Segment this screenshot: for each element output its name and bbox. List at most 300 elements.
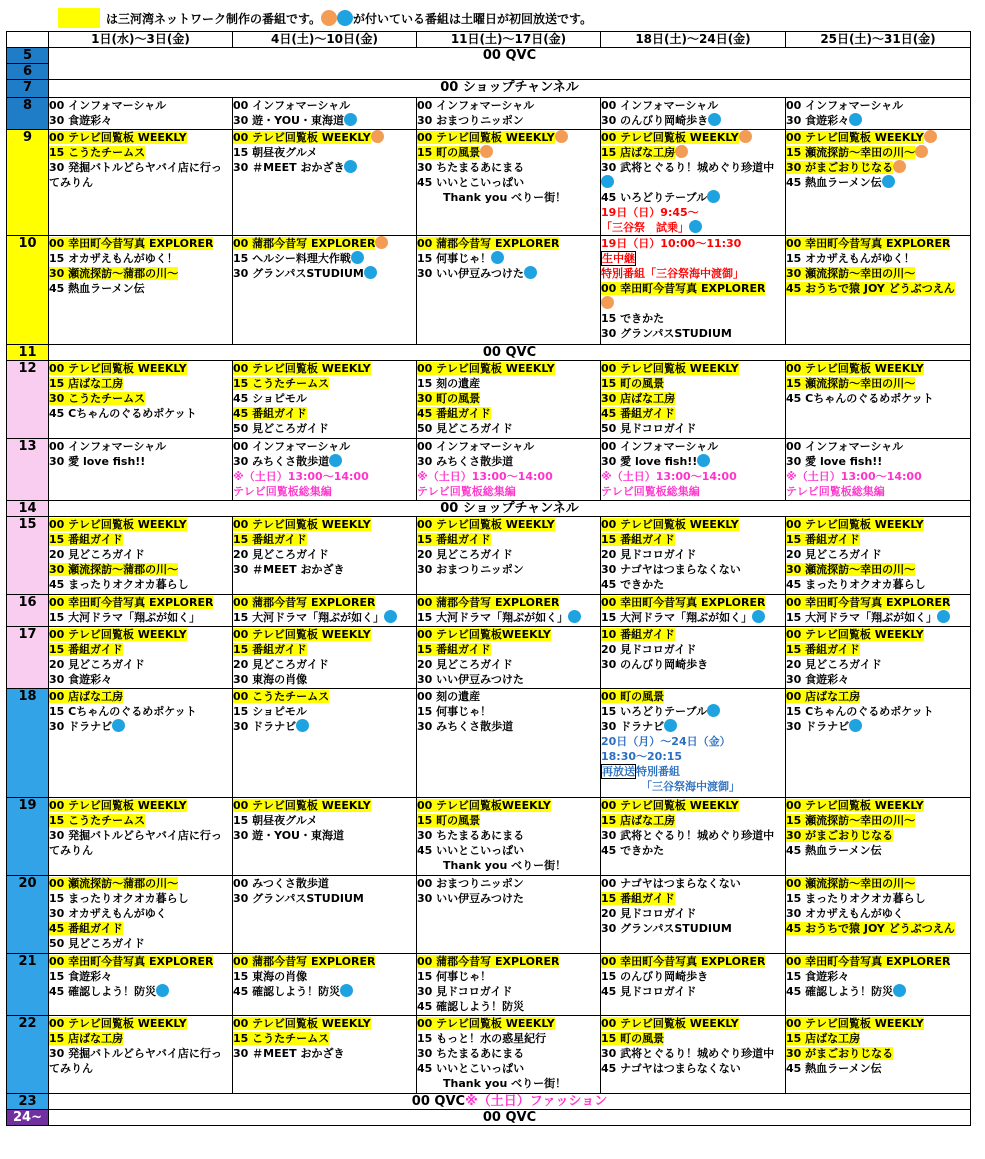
- program-entry: 00 テレビ回覧板 WEEKLY: [786, 799, 924, 812]
- program-entry: 15 番組ガイド: [786, 533, 860, 546]
- blue-dot-icon: [296, 719, 309, 732]
- program-cell: [601, 130, 786, 236]
- program-entry: 00 テレビ回覧板 WEEKLY: [233, 362, 371, 375]
- program-entry: 30 東海の肖像: [233, 673, 308, 686]
- hour-label: 6: [7, 64, 49, 80]
- program-cell: [601, 439, 786, 501]
- program-entry: 30 武将とぐるり！城めぐり珍道中: [601, 161, 775, 174]
- column-header: 1日(水)～3日(金): [49, 32, 233, 48]
- program-entry: 15 番組ガイド: [786, 643, 860, 656]
- program-title: 30 のんびり岡崎歩き: [601, 114, 709, 127]
- program-entry: 00 テレビ回覧板 WEEKLY: [601, 799, 739, 812]
- program-entry: 15 こうたチームス: [233, 1032, 330, 1045]
- program-entry: 00 テレビ回覧板 WEEKLY: [233, 628, 371, 641]
- program-entry: 00 瀬流探訪～幸田の川～: [786, 877, 916, 890]
- program-entry: 15 のんびり岡崎歩き: [601, 970, 709, 983]
- program-entry: 15 番組ガイド: [233, 533, 307, 546]
- weekend-note: ※（土日）13:00～14:00: [417, 470, 553, 483]
- program-entry: 15 店ばな工房: [601, 814, 676, 827]
- program-entry: 30 オカザえもんがゆく: [49, 907, 167, 920]
- blue-dot-icon: [849, 719, 862, 732]
- program-entry: 20 見ドコロガイド: [601, 643, 697, 656]
- program-entry: 15 店ばな工房: [601, 146, 676, 159]
- program-cell: [786, 517, 971, 595]
- program-entry: 00 テレビ回覧板 WEEKLY: [233, 131, 371, 144]
- rerun-note: 「三谷祭海中渡御」: [641, 780, 740, 793]
- weekend-note: ※（土日）13:00～14:00: [601, 470, 737, 483]
- program-cell: [49, 361, 233, 439]
- program-cell: [49, 954, 233, 1016]
- program-cell: [233, 798, 417, 876]
- weekend-note: テレビ回覧板総集編: [417, 485, 516, 498]
- program-entry: 45 できかた: [601, 578, 665, 591]
- program-entry: 45 熱血ラーメン伝: [49, 282, 145, 295]
- orange-dot-icon: [555, 130, 568, 143]
- program-cell: [601, 954, 786, 1016]
- program-entry: 45 いいとこいっぱい: [417, 1062, 525, 1075]
- program-cell: [601, 517, 786, 595]
- program-entry: 30 遊・YOU・東海道: [233, 829, 344, 842]
- program-entry: 00 テレビ回覧板 WEEKLY: [601, 362, 739, 375]
- program-entry: 30 ドラナビ: [233, 720, 297, 733]
- qvc-span: [49, 1094, 971, 1110]
- program-entry: 00 インフォマーシャル: [233, 440, 351, 453]
- program-entry: 00 テレビ回覧板WEEKLY: [417, 799, 551, 812]
- special-note: 特別番組「三谷祭海中渡御」: [601, 267, 744, 280]
- program-entry: 00 テレビ回覧板 WEEKLY: [786, 518, 924, 531]
- program-entry: 30 見ドコロガイド: [417, 985, 513, 998]
- program-entry: 00 インフォマーシャル: [601, 99, 719, 112]
- program-entry: 00 テレビ回覧板 WEEKLY: [786, 131, 924, 144]
- program-cell: [601, 1016, 786, 1094]
- program-entry: 20 見どころガイド: [233, 658, 329, 671]
- program-cell: [786, 361, 971, 439]
- program-entry: 00 テレビ回覧板 WEEKLY: [417, 131, 555, 144]
- hour-label: 5: [7, 48, 49, 64]
- program-entry: 30 食遊彩々: [786, 673, 850, 686]
- blue-dot-icon: [329, 454, 342, 467]
- legend-highlight-swatch: [58, 8, 100, 28]
- orange-dot-icon: [924, 130, 937, 143]
- header-row: [7, 32, 971, 48]
- program-entry: 00 幸田町今昔写真 EXPLORER: [786, 237, 951, 250]
- program-entry: 45 できかた: [601, 844, 665, 857]
- program-entry: 00 テレビ回覧板 WEEKLY: [786, 628, 924, 641]
- orange-dot-icon: [375, 236, 388, 249]
- program-entry: 45 番組ガイド: [601, 407, 675, 420]
- program-entry: 20 見どころガイド: [786, 658, 882, 671]
- program-entry: 45 確認しよう！防災: [786, 985, 894, 998]
- blue-dot-icon: [344, 160, 357, 173]
- program-cell: [233, 98, 417, 130]
- program-entry: 00 幸田町今昔写真 EXPLORER: [601, 282, 766, 295]
- program-cell: [601, 627, 786, 689]
- program-cell: [417, 798, 601, 876]
- column-header: 11日(土)～17日(金): [417, 32, 601, 48]
- program-cell: [49, 236, 233, 345]
- hour-label: 7: [7, 80, 49, 98]
- program-entry: 15 オカザえもんがゆく！: [49, 252, 178, 265]
- program-cell: [417, 236, 601, 345]
- program-cell: [786, 627, 971, 689]
- program-entry: 00 テレビ回覧板 WEEKLY: [417, 362, 555, 375]
- program-entry: 15 瀬流探訪～幸田の川～: [786, 377, 916, 390]
- hour-label: 14: [7, 501, 49, 517]
- program-entry: 00 おまつりニッポン: [417, 877, 524, 890]
- program-cell: [786, 439, 971, 501]
- program-entry: 15 番組ガイド: [417, 643, 491, 656]
- program-entry: 45 番組ガイド: [417, 407, 491, 420]
- program-entry: 00 インフォマーシャル: [233, 99, 351, 112]
- program-entry: 15 町の風景: [601, 377, 665, 390]
- program-cell: [417, 517, 601, 595]
- program-entry: 20 見どころガイド: [49, 658, 145, 671]
- program-cell: [49, 130, 233, 236]
- program-entry: 45 おうちで猿 JOY どうぶつえん: [786, 282, 955, 295]
- program-entry: 50 見どころガイド: [49, 937, 145, 950]
- program-entry: 00 インフォマーシャル: [417, 440, 535, 453]
- weekend-note: テレビ回覧板総集編: [233, 485, 332, 498]
- program-entry: 00 テレビ回覧板 WEEKLY: [601, 1017, 739, 1030]
- program-entry: 00 蒲郡今昔写 EXPLORER: [233, 596, 376, 609]
- shop-channel-span: 00 ショップチャンネル: [49, 80, 971, 98]
- hour-label: 11: [7, 345, 49, 361]
- program-cell: [417, 130, 601, 236]
- program-entry: 15 町の風景: [417, 814, 481, 827]
- qvc-span: 00 QVC: [49, 48, 971, 80]
- program-entry: 00 テレビ回覧板 WEEKLY: [49, 518, 187, 531]
- program-cell: [233, 130, 417, 236]
- program-entry: 30 町の風景: [417, 392, 481, 405]
- program-cell: [49, 798, 233, 876]
- legend-text-2: が付いている番組は土曜日が初回放送です。: [353, 11, 593, 26]
- program-cell: [786, 689, 971, 798]
- program-entry: 50 見ドコロガイド: [601, 422, 697, 435]
- program-entry: 00 インフォマーシャル: [786, 99, 904, 112]
- program-title: 30 遊・YOU・東海道: [233, 114, 344, 127]
- program-entry: 15 大河ドラマ「翔ぶが如く」: [49, 611, 201, 624]
- program-cell: [786, 98, 971, 130]
- program-entry: 15 オカザえもんがゆく！: [786, 252, 915, 265]
- program-entry: 20 見どころガイド: [786, 548, 882, 561]
- program-cell: [786, 876, 971, 954]
- program-entry: 15 朝昼夜グルメ: [233, 814, 318, 827]
- special-note: 「三谷祭 試乗」: [601, 221, 689, 234]
- program-entry: 45 いいとこいっぱい: [417, 844, 525, 857]
- blue-dot-icon: [689, 220, 702, 233]
- program-cell: [786, 236, 971, 345]
- program-entry: 00 蒲郡今昔写 EXPLORER: [233, 237, 376, 250]
- program-entry: 00 テレビ回覧板 WEEKLY: [601, 518, 739, 531]
- program-entry: 00 蒲郡今昔写 EXPLORER: [417, 955, 560, 968]
- program-cell: [601, 361, 786, 439]
- weekend-fashion-note: ※（土日）ファッション: [465, 1094, 608, 1109]
- program-entry: 00 ナゴヤはつまらなくない: [601, 877, 741, 890]
- program-entry: 45 見ドコロガイド: [601, 985, 697, 998]
- hour-label: 12: [7, 361, 49, 439]
- program-entry: 00 幸田町今昔写真 EXPLORER: [786, 955, 951, 968]
- program-entry: 00 テレビ回覧板 WEEKLY: [786, 362, 924, 375]
- orange-dot-icon: [371, 130, 384, 143]
- program-cell: [601, 236, 786, 345]
- program-entry: 15 町の風景: [417, 146, 481, 159]
- hour-label: 13: [7, 439, 49, 501]
- program-entry: 45 Cちゃんのぐるめポケット: [49, 407, 197, 420]
- legend-text-1: は三河湾ネットワーク制作の番組です。: [106, 11, 322, 26]
- program-entry: 00 テレビ回覧板 WEEKLY: [601, 131, 739, 144]
- program-entry: 15 番組ガイド: [233, 643, 307, 656]
- weekend-note: テレビ回覧板総集編: [786, 485, 885, 498]
- program-entry: 30 がまごおりじなる: [786, 1047, 894, 1060]
- program-entry: 45 まったりオクオカ暮らし: [49, 578, 189, 591]
- program-entry: 00 テレビ回覧板 WEEKLY: [417, 518, 555, 531]
- program-entry: 50 見どころガイド: [417, 422, 513, 435]
- qvc-label: 00 QVC: [411, 1094, 466, 1109]
- hour-label: 8: [7, 98, 49, 130]
- program-entry: 20 見どころガイド: [417, 548, 513, 561]
- program-entry: 30 愛 love fish!!: [601, 455, 698, 468]
- program-entry: 30 みちくさ散歩道: [417, 720, 514, 733]
- program-cell: [786, 1016, 971, 1094]
- blue-dot-icon: [524, 266, 537, 279]
- program-entry: 15 こうたチームス: [49, 146, 146, 159]
- program-entry: 15 ショピモル: [233, 705, 307, 718]
- program-entry: 15 番組ガイド: [601, 533, 675, 546]
- program-entry: 30 食遊彩々: [49, 114, 113, 127]
- program-entry: 15 何事じゃ！: [417, 705, 492, 718]
- program-entry: 20 見ドコロガイド: [601, 907, 697, 920]
- program-entry: 15 Cちゃんのぐるめポケット: [786, 705, 934, 718]
- program-entry: 00 テレビ回覧板 WEEKLY: [417, 1017, 555, 1030]
- program-entry: 45 番組ガイド: [233, 407, 307, 420]
- program-cell: [786, 954, 971, 1016]
- rerun-note: 特別番組: [636, 765, 680, 778]
- program-cell: [49, 689, 233, 798]
- program-entry: 00 幸田町今昔写真 EXPLORER: [601, 596, 766, 609]
- program-cell: [417, 876, 601, 954]
- blue-dot-icon: [708, 113, 721, 126]
- program-cell: [417, 439, 601, 501]
- blue-dot-icon: [364, 266, 377, 279]
- blue-dot-icon: [893, 984, 906, 997]
- program-entry: 15 店ばな工房: [49, 1032, 124, 1045]
- hour-label: 19: [7, 798, 49, 876]
- program-entry: 00 テレビ回覧板 WEEKLY: [49, 628, 187, 641]
- program-entry: 15 町の風景: [601, 1032, 665, 1045]
- program-entry: 15 いろどりテーブル: [601, 705, 708, 718]
- program-entry: 45 ナゴヤはつまらなくない: [601, 1062, 741, 1075]
- program-entry: 15 大河ドラマ「翔ぶが如く」: [233, 611, 385, 624]
- program-entry: 45 確認しよう！防災: [49, 985, 157, 998]
- program-entry: 30 おまつりニッポン: [417, 563, 524, 576]
- program-entry: 00 幸田町今昔写真 EXPLORER: [49, 596, 214, 609]
- program-entry: 15 食遊彩々: [49, 970, 113, 983]
- program-entry: 00 店ばな工房: [49, 690, 124, 703]
- hour-label: 9: [7, 130, 49, 236]
- program-entry: 10 番組ガイド: [601, 628, 675, 641]
- program-entry: 15 Cちゃんのぐるめポケット: [49, 705, 197, 718]
- program-entry: 30 いい伊豆みつけた: [417, 892, 524, 905]
- program-cell: [49, 876, 233, 954]
- program-entry: 00 蒲郡今昔写 EXPLORER: [417, 596, 560, 609]
- hour-label: 16: [7, 595, 49, 627]
- program-entry: 15 大河ドラマ「翔ぶが如く」: [601, 611, 753, 624]
- program-entry: 15 できかた: [601, 312, 665, 325]
- program-entry: 45 番組ガイド: [49, 922, 123, 935]
- program-entry: 15 番組ガイド: [601, 892, 675, 905]
- orange-dot-icon: [915, 145, 928, 158]
- program-entry: 30 ＃MEET おかざき: [233, 161, 345, 174]
- program-entry: 15 東海の肖像: [233, 970, 308, 983]
- program-entry: 00 テレビ回覧板 WEEKLY: [233, 799, 371, 812]
- program-entry: 30 ちたまるあにまる: [417, 1047, 525, 1060]
- program-entry: 15 朝昼夜グルメ: [233, 146, 318, 159]
- program-entry: Thank you べりー街！: [443, 859, 567, 872]
- program-cell: [233, 1016, 417, 1094]
- weekend-note: ※（土日）13:00～14:00: [786, 470, 922, 483]
- program-entry: 00 テレビ回覧板WEEKLY: [417, 628, 551, 641]
- program-entry: 00 店ばな工房: [786, 690, 861, 703]
- program-entry: 30 発掘バトルどらヤバイ店に行ってみりん: [49, 161, 222, 189]
- program-entry: 30 いい伊豆みつけた: [417, 673, 524, 686]
- program-cell: [233, 236, 417, 345]
- program-entry: 30 グランパスSTUDIUM: [601, 922, 732, 935]
- program-entry: 00 刻の遺産: [417, 690, 481, 703]
- hour-label: 21: [7, 954, 49, 1016]
- program-entry-with-dot: [786, 113, 970, 128]
- column-header: 4日(土)～10日(金): [233, 32, 417, 48]
- program-entry: 30 みちくさ散歩道: [417, 455, 514, 468]
- hour-label: 24~: [7, 1110, 49, 1126]
- program-cell: [233, 439, 417, 501]
- program-entry: 00 蒲郡今昔写 EXPLORER: [233, 955, 376, 968]
- program-cell: [49, 595, 233, 627]
- program-entry: 30 武将とぐるり！城めぐり珍道中: [601, 1047, 775, 1060]
- weekend-note: ※（土日）13:00～14:00: [233, 470, 369, 483]
- blue-dot-icon: [697, 454, 710, 467]
- program-entry: 45 おうちで猿 JOY どうぶつえん: [786, 922, 955, 935]
- program-entry: 00 幸田町今昔写真 EXPLORER: [49, 237, 214, 250]
- program-entry: 45 確認しよう！防災: [417, 1000, 525, 1013]
- program-entry-with-dot: [601, 113, 785, 128]
- program-cell: [417, 954, 601, 1016]
- program-entry: 00 インフォマーシャル: [786, 440, 904, 453]
- program-entry: 30 がまごおりじなる: [786, 161, 894, 174]
- program-cell: [49, 517, 233, 595]
- blue-dot-icon: [156, 984, 169, 997]
- program-cell: [601, 689, 786, 798]
- program-entry: 20 見どころガイド: [233, 548, 329, 561]
- program-cell: [233, 627, 417, 689]
- blue-dot-icon: [849, 113, 862, 126]
- hour-label: 17: [7, 627, 49, 689]
- program-entry: 45 Cちゃんのぐるめポケット: [786, 392, 934, 405]
- program-entry: 15 番組ガイド: [417, 533, 491, 546]
- program-cell: [417, 98, 601, 130]
- rerun-note: 20日（月）～24日（金）: [601, 735, 731, 748]
- program-cell: [49, 439, 233, 501]
- column-header: 18日(土)～24日(金): [601, 32, 786, 48]
- program-cell: [233, 689, 417, 798]
- program-entry: 30 瀬流探訪～蒲郡の川～: [49, 267, 179, 280]
- program-entry: 00 テレビ回覧板 WEEKLY: [49, 1017, 187, 1030]
- blue-dot-icon: [384, 610, 397, 623]
- blue-dot-icon: [344, 113, 357, 126]
- orange-dot-icon: [675, 145, 688, 158]
- blue-dot-icon: [601, 175, 614, 188]
- orange-dot-icon: [739, 130, 752, 143]
- shop-channel-span: 00 ショップチャンネル: [49, 501, 971, 517]
- program-cell: [786, 595, 971, 627]
- program-cell: [601, 876, 786, 954]
- blue-dot-icon: [112, 719, 125, 732]
- blue-dot-icon: [752, 610, 765, 623]
- program-entry: 00 町の風景: [601, 690, 665, 703]
- blue-dot-icon: [351, 251, 364, 264]
- program-cell: [233, 517, 417, 595]
- blue-dot-icon: [882, 175, 895, 188]
- blue-dot-icon: [664, 719, 677, 732]
- program-title: 30 食遊彩々: [786, 114, 850, 127]
- program-entry: 00 幸田町今昔写真 EXPLORER: [49, 955, 214, 968]
- program-entry: 30 愛 love fish!!: [49, 455, 146, 468]
- program-entry: 30 グランパスSTUDIUM: [233, 892, 364, 905]
- program-cell: [233, 876, 417, 954]
- program-entry: 15 食遊彩々: [786, 970, 850, 983]
- program-entry: 30 発掘バトルどらヤバイ店に行ってみりん: [49, 1047, 222, 1075]
- program-cell: [49, 627, 233, 689]
- program-entry: 15 大河ドラマ「翔ぶが如く」: [786, 611, 938, 624]
- program-cell: [233, 954, 417, 1016]
- program-entry: 30 がまごおりじなる: [786, 829, 894, 842]
- program-entry: 00 蒲郡今昔写 EXPLORER: [417, 237, 560, 250]
- orange-dot-icon: [480, 145, 493, 158]
- live-badge: 生中継: [602, 252, 635, 265]
- program-entry: 30 ちたまるあにまる: [417, 161, 525, 174]
- blue-dot-icon: [491, 251, 504, 264]
- rerun-note: 18:30～20:15: [601, 750, 683, 763]
- program-cell: [417, 689, 601, 798]
- blue-dot-icon: [568, 610, 581, 623]
- program-entry: 30 ちたまるあにまる: [417, 829, 525, 842]
- hour-label: 22: [7, 1016, 49, 1094]
- blue-dot-icon: [707, 704, 720, 717]
- program-entry: 15 何事じゃ！: [417, 970, 492, 983]
- program-entry: 15 まったりオクオカ暮らし: [786, 892, 926, 905]
- program-entry: 45 いいとこいっぱい: [417, 176, 525, 189]
- program-cell: [417, 1016, 601, 1094]
- corner-cell: [7, 32, 49, 48]
- program-entry: Thank you べりー街！: [443, 191, 567, 204]
- program-entry: 30 ドラナビ: [601, 720, 665, 733]
- program-entry: 45 熱血ラーメン伝: [786, 1062, 882, 1075]
- program-cell: [417, 595, 601, 627]
- program-entry: 45 確認しよう！防災: [233, 985, 341, 998]
- blue-dot-icon: [937, 610, 950, 623]
- program-entry: 30 店ばな工房: [601, 392, 676, 405]
- program-entry: 00 瀬流探訪～蒲郡の川～: [49, 877, 179, 890]
- schedule-table: [6, 31, 971, 1126]
- program-entry: 15 瀬流探訪～幸田の川～: [786, 814, 916, 827]
- program-entry: 15 番組ガイド: [49, 643, 123, 656]
- program-entry: 00 インフォマーシャル: [49, 99, 167, 112]
- program-cell: [601, 98, 786, 130]
- blue-dot-icon: [337, 10, 353, 26]
- hour-label: 18: [7, 689, 49, 798]
- special-note: 19日（日）9:45～: [601, 206, 699, 219]
- program-entry: 00 テレビ回覧板 WEEKLY: [49, 131, 187, 144]
- program-entry: 00 みつくさ散歩道: [233, 877, 329, 890]
